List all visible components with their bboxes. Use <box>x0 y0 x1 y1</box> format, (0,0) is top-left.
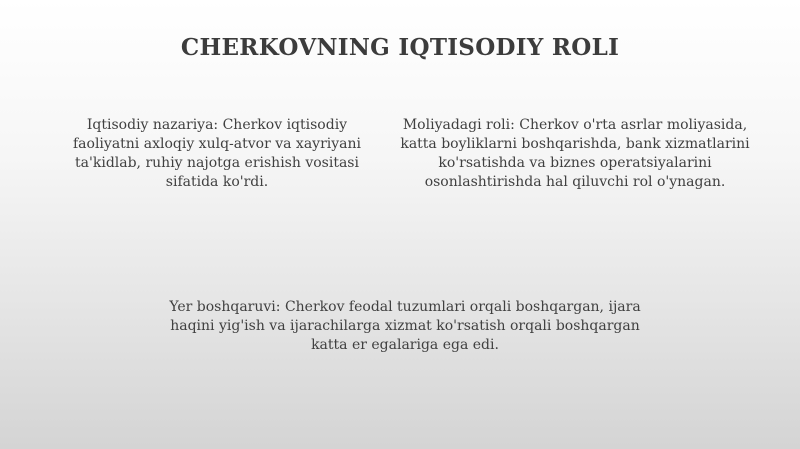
paragraph-land-management: Yer boshqaruvi: Cherkov feodal tuzumlari orqali boshqargan, ijara haqini yig'ish va ijarachilarga xizmat ko'rsatish orqali boshqargan katta er egalariga ega edi. <box>169 299 641 353</box>
slide-title: CHERKOVNING IQTISODIY ROLI <box>180 34 620 61</box>
paragraph-economic-theory: Iqtisodiy nazariya: Cherkov iqtisodiy faoliyatni axloqiy xulq-atvor va xayriyani ta'kidlab, ruhiy najotga erishish vositasi sifatida ko'rdi. <box>73 117 361 190</box>
paragraph-finance-role: Moliyadagi roli: Cherkov o'rta asrlar moliyasida, katta boyliklarni boshqarishda, bank xizmatlarini ko'rsatishda va biznes operatsiyalarini osonlashtirishda hal qiluvchi rol o'ynagan. <box>400 117 750 190</box>
